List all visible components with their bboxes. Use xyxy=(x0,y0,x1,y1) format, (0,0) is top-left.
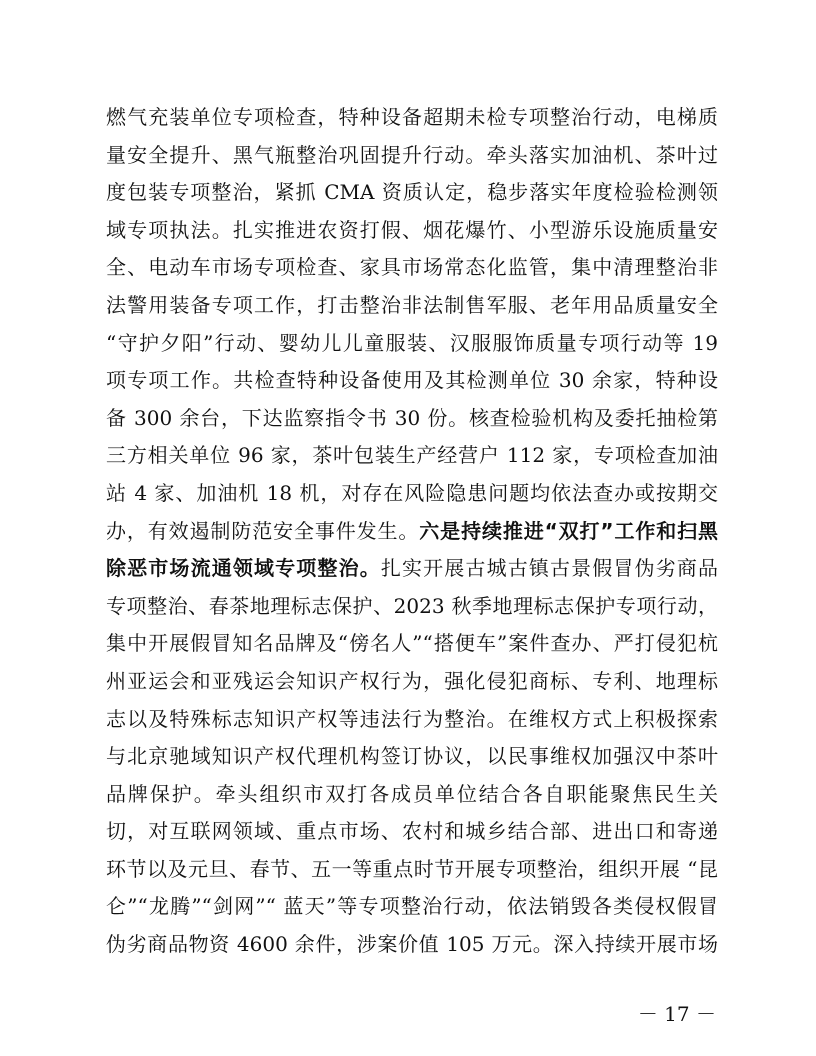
text-normal-segment: 办，有效遏制防范安全事件发生。 xyxy=(106,518,420,543)
text-line: 全、电动车市场专项检查、家具市场常态化监管，集中清理整治非 xyxy=(106,255,718,280)
text-line: 站 4 家、加油机 18 机，对存在风险隐患问题均依法查办或按期交 xyxy=(106,480,718,505)
text-line: 度包装专项整治，紧抓 CMA 资质认定，稳步落实年度检验检测领 xyxy=(106,180,718,205)
text-line: 切，对互联网领域、重点市场、农村和城乡结合部、进出口和寄递 xyxy=(106,819,718,844)
text-line: 伪劣商品物资 4600 余件，涉案价值 105 万元。深入持续开展市场 xyxy=(106,932,718,957)
text-line: 燃气充装单位专项检查，特种设备超期未检专项整治行动，电梯质 xyxy=(106,105,718,129)
text-line: 集中开展假冒知名品牌及“傍名人”“搭便车”案件查办、严打侵犯杭 xyxy=(106,631,718,656)
text-line: 法警用装备专项工作，打击整治非法制售军服、老年用品质量安全 xyxy=(106,292,718,317)
text-line: 品牌保护。牵头组织市双打各成员单位结合各自职能聚焦民生关 xyxy=(106,781,718,806)
text-line: 三方相关单位 96 家，茶叶包装生产经营户 112 家，专项检查加油 xyxy=(106,443,718,468)
text-line: “守护夕阳”行动、婴幼儿儿童服装、汉服服饰质量专项行动等 19 xyxy=(106,330,718,355)
page-number: － 17 － xyxy=(637,1002,716,1026)
section-heading-start: 六是持续推进“双打”工作和扫黑 xyxy=(419,518,718,543)
body-text xyxy=(106,99,718,964)
text-line: 项专项工作。共检查特种设备使用及其检测单位 30 余家，特种设 xyxy=(106,368,718,393)
text-line-mixed xyxy=(106,550,718,588)
text-line: 专项整治、春茶地理标志保护、2023 秋季地理标志保护专项行动， xyxy=(106,593,718,618)
text-line: 州亚运会和亚残运会知识产权行为，强化侵犯商标、专利、地理标 xyxy=(106,668,718,693)
text-line: 仑”“龙腾”“剑网”“ 蓝天”等专项整治行动，依法销毁各类侵权假冒 xyxy=(106,894,718,919)
text-line: 环节以及元旦、春节、五一等重点时节开展专项整治，组织开展 “昆 xyxy=(106,856,718,881)
section-heading-end: 除恶市场流通领域专项整治。 xyxy=(106,556,381,581)
text-line: 与北京驰域知识产权代理机构签订协议，以民事维权加强汉中茶叶 xyxy=(106,744,718,769)
text-line: 备 300 余台，下达监察指令书 30 份。核查检验机构及委托抽检第 xyxy=(106,405,718,430)
text-line: 域专项执法。扎实推进农资打假、烟花爆竹、小型游乐设施质量安 xyxy=(106,217,718,242)
text-line-mixed xyxy=(106,513,718,551)
text-line: 量安全提升、黑气瓶整治巩固提升行动。牵头落实加油机、茶叶过 xyxy=(106,142,718,167)
text-line: 志以及特殊标志知识产权等违法行为整治。在维权方式上积极探索 xyxy=(106,706,718,731)
text-normal-segment: 扎实开展古城古镇古景假冒伪劣商品 xyxy=(380,556,719,581)
